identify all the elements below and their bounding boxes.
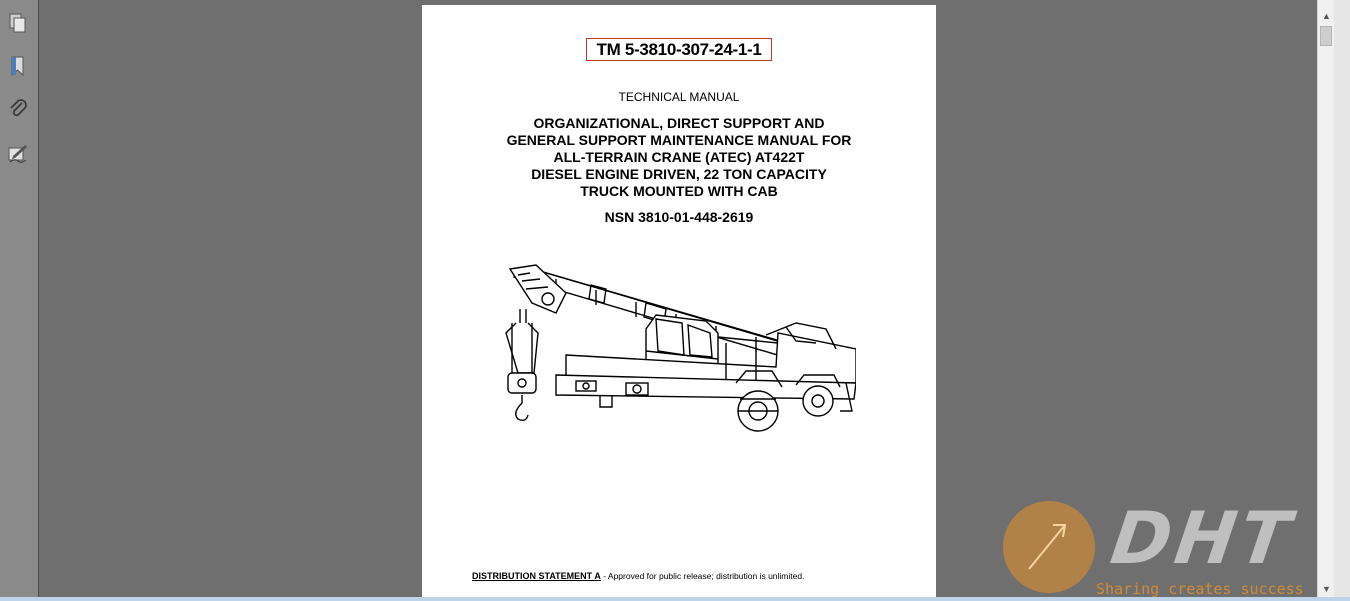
- tm-number: TM 5-3810-307-24-1-1: [586, 38, 772, 61]
- scroll-down-icon[interactable]: ▼: [1322, 583, 1331, 594]
- title-line: GENERAL SUPPORT MAINTENANCE MANUAL FOR: [506, 132, 852, 148]
- attachments-icon[interactable]: [5, 96, 31, 122]
- title-line: TRUCK MOUNTED WITH CAB: [580, 183, 778, 199]
- document-page: [422, 5, 936, 597]
- scrollbar-thumb[interactable]: [1320, 26, 1332, 46]
- scroll-up-icon[interactable]: ▲: [1322, 10, 1331, 21]
- distribution-statement: [472, 571, 804, 581]
- document-viewer[interactable]: [40, 0, 1317, 597]
- bottom-window-edge: [0, 597, 1350, 601]
- vertical-scrollbar[interactable]: [1317, 0, 1334, 597]
- distribution-label: DISTRIBUTION STATEMENT A: [472, 571, 601, 581]
- document-title: [422, 115, 936, 200]
- title-line: ORGANIZATIONAL, DIRECT SUPPORT AND: [533, 115, 825, 131]
- right-window-edge: [1334, 0, 1350, 601]
- signatures-icon[interactable]: [5, 140, 31, 166]
- watermark-slogan: Sharing creates success: [1096, 580, 1304, 598]
- doc-type: TECHNICAL MANUAL: [618, 90, 740, 104]
- title-line: ALL-TERRAIN CRANE (ATEC) AT422T: [553, 149, 805, 165]
- title-line: DIESEL ENGINE DRIVEN, 22 TON CAPACITY: [531, 166, 827, 182]
- nsn-number: NSN 3810-01-448-2619: [604, 209, 754, 225]
- bookmarks-icon[interactable]: [5, 53, 31, 79]
- distribution-text: - Approved for public release; distribution is unlimited.: [600, 571, 805, 581]
- crane-illustration: [496, 263, 856, 433]
- watermark-logo-text: DHT: [1106, 496, 1300, 580]
- pages-icon[interactable]: [5, 10, 31, 36]
- left-navigation-panel: [0, 0, 39, 601]
